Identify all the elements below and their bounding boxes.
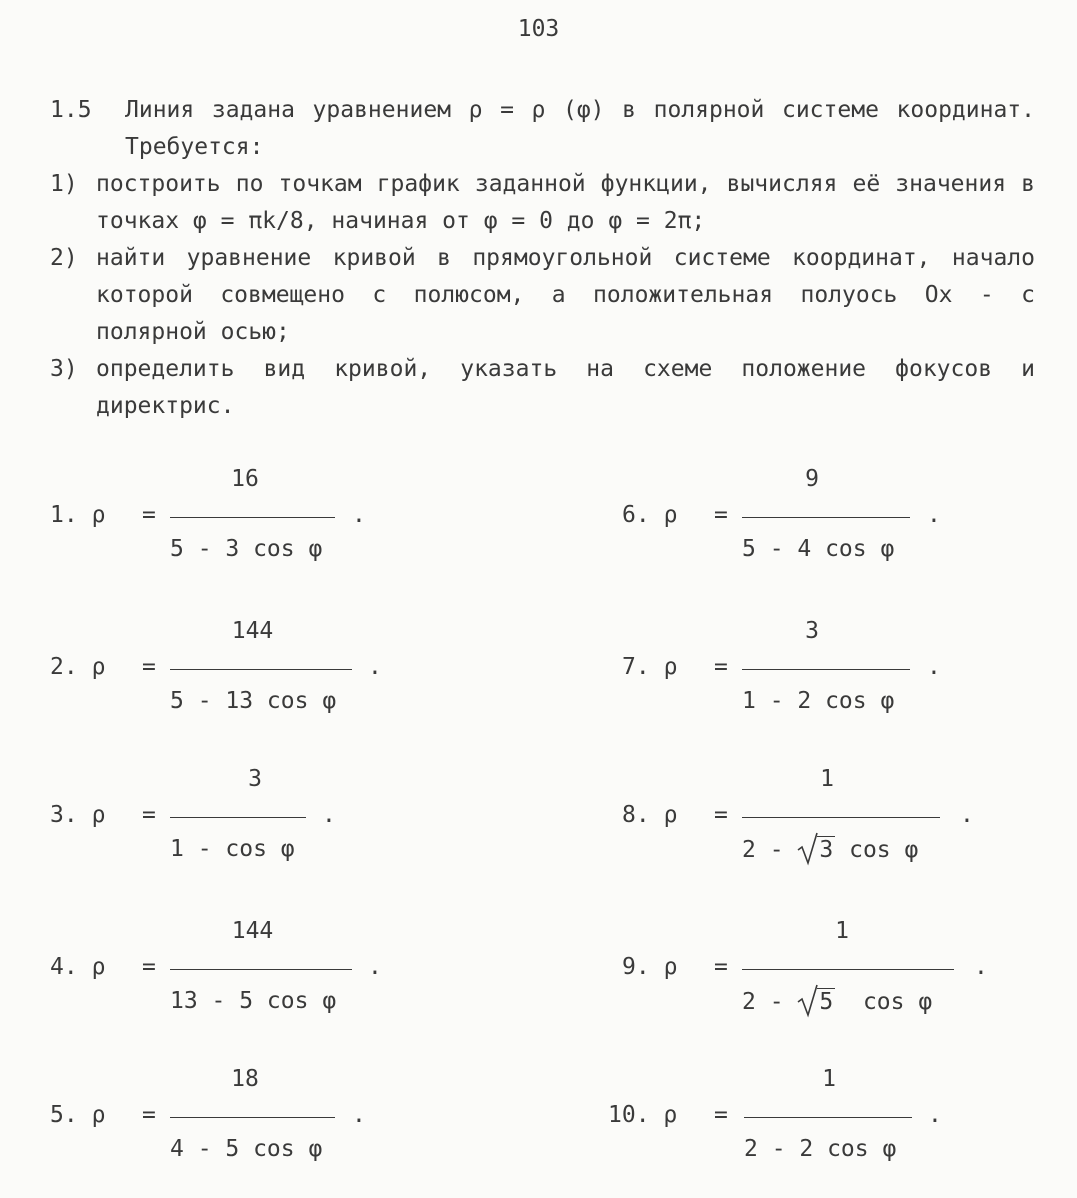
denominator: 1 - 2 cos φ xyxy=(742,688,895,714)
period: . xyxy=(974,954,988,980)
period: . xyxy=(928,1102,942,1128)
radical-sign-icon xyxy=(797,984,819,1018)
step-text: найти уравнение кривой в прямоугольной системе координат, начало которой совмещено с полюсом, а положительная полуось Ox - с полярной осью; xyxy=(96,245,1035,345)
formula-label: 1. ρ xyxy=(50,502,106,528)
equals-sign: = xyxy=(142,502,156,528)
period: . xyxy=(352,502,366,528)
fraction-bar xyxy=(742,669,910,670)
step-number: 1) xyxy=(50,171,78,197)
equals-sign: = xyxy=(714,502,728,528)
equals-sign: = xyxy=(714,802,728,828)
formula-label: 3. ρ xyxy=(50,802,106,828)
step-number: 2) xyxy=(50,245,78,271)
radicand: 5 xyxy=(819,989,834,1015)
numerator: 1 xyxy=(822,1066,836,1092)
radical-sign-icon xyxy=(797,832,819,866)
denominator: 2 - 5 cos φ xyxy=(742,988,932,1015)
numerator: 9 xyxy=(805,466,819,492)
numerator: 16 xyxy=(231,466,259,492)
formula-label: 6. ρ xyxy=(622,502,678,528)
numerator: 3 xyxy=(805,618,819,644)
equals-sign: = xyxy=(142,802,156,828)
fraction-bar xyxy=(170,817,306,818)
formula-label: 7. ρ xyxy=(622,654,678,680)
step-text: определить вид кривой, указать на схеме положение фокусов и директрис. xyxy=(96,356,1035,419)
square-root xyxy=(797,836,835,863)
equals-sign: = xyxy=(142,654,156,680)
fraction-bar xyxy=(170,1117,335,1118)
denominator: 5 - 4 cos φ xyxy=(742,536,895,562)
period: . xyxy=(927,654,941,680)
equals-sign: = xyxy=(714,954,728,980)
numerator: 144 xyxy=(231,918,274,944)
radicand: 3 xyxy=(819,837,834,863)
period: . xyxy=(368,954,382,980)
period: . xyxy=(322,802,336,828)
equals-sign: = xyxy=(714,654,728,680)
square-root xyxy=(797,988,835,1015)
fraction-bar xyxy=(170,517,335,518)
formula-label: 10. ρ xyxy=(608,1102,678,1128)
numerator: 3 xyxy=(248,766,262,792)
period: . xyxy=(368,654,382,680)
period: . xyxy=(960,802,974,828)
denominator: 5 - 3 cos φ xyxy=(170,536,323,562)
equals-sign: = xyxy=(142,954,156,980)
fraction-bar xyxy=(742,969,954,970)
fraction-bar xyxy=(742,817,940,818)
period: . xyxy=(927,502,941,528)
page-number: 103 xyxy=(517,16,560,42)
formula-label: 9. ρ xyxy=(622,954,678,980)
denominator: 4 - 5 cos φ xyxy=(170,1136,323,1162)
denominator: 5 - 13 cos φ xyxy=(170,688,337,714)
denominator: 2 - 2 cos φ xyxy=(744,1136,897,1162)
numerator: 1 xyxy=(820,766,834,792)
numerator: 1 xyxy=(835,918,849,944)
fraction-bar xyxy=(744,1117,912,1118)
denominator: 13 - 5 cos φ xyxy=(170,988,337,1014)
problem-number: 1.5 xyxy=(50,97,92,123)
numerator: 144 xyxy=(231,618,274,644)
fraction-bar xyxy=(170,669,352,670)
denominator: 2 - 3 cos φ xyxy=(742,836,918,863)
numerator: 18 xyxy=(231,1066,259,1092)
step-text: построить по точкам график заданной функции, вычисляя её значения в точках φ = πk/8, начиная от φ = 0 до φ = 2π; xyxy=(96,171,1035,234)
problem-text: Линия задана уравнением ρ = ρ (φ) в полярной системе координат. Требуется: xyxy=(125,97,1035,160)
fraction-bar xyxy=(170,969,352,970)
denominator: 1 - cos φ xyxy=(170,836,295,862)
step-number: 3) xyxy=(50,356,78,382)
period: . xyxy=(352,1102,366,1128)
equals-sign: = xyxy=(714,1102,728,1128)
fraction-bar xyxy=(742,517,910,518)
formula-label: 4. ρ xyxy=(50,954,106,980)
formula-label: 5. ρ xyxy=(50,1102,106,1128)
equals-sign: = xyxy=(142,1102,156,1128)
formula-label: 2. ρ xyxy=(50,654,106,680)
formula-label: 8. ρ xyxy=(622,802,678,828)
